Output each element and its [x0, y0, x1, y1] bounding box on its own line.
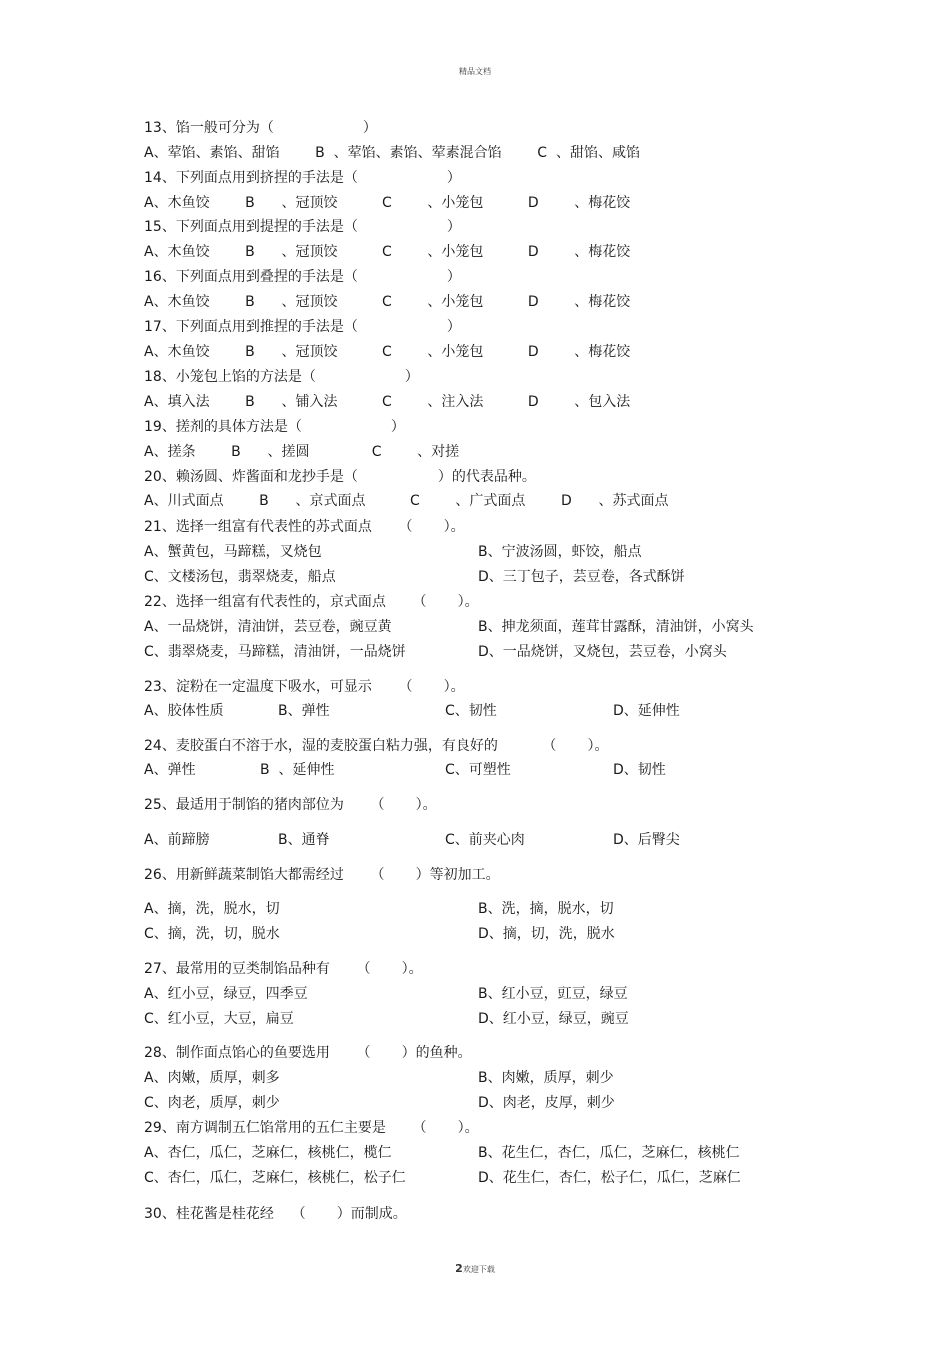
option-27-a: A、红小豆，绿豆，四季豆 [144, 986, 308, 1002]
option-21-b: B、宁波汤圆，虾饺，船点 [478, 544, 642, 560]
option-29-c: C、杏仁，瓜仁，芝麻仁，核桃仁，松子仁 [144, 1170, 406, 1186]
option-22-c: C、翡翠烧麦，马蹄糕，清油饼，一品烧饼 [144, 644, 406, 660]
option-21-a: A、蟹黄包，马蹄糕，叉烧包 [144, 544, 322, 560]
option-27-b: B、红小豆，豇豆，绿豆 [478, 986, 628, 1002]
option-25-c: C、前夹心肉 [445, 832, 525, 848]
option-24-a: A、弹性 [144, 762, 196, 778]
option-22-d: D、一品烧饼，叉烧包，芸豆卷，小窝头 [478, 644, 727, 660]
question-18: 18、小笼包上馅的方法是（ ） [144, 369, 419, 385]
option-24-b: B 、延伸性 [260, 762, 335, 778]
option-29-a: A、杏仁，瓜仁，芝麻仁，核桃仁，榄仁 [144, 1145, 392, 1161]
question-21: 21、选择一组富有代表性的苏式面点 （ ）。 [144, 519, 465, 535]
page-header: 精品文档 [459, 67, 491, 76]
question-30: 30、桂花酱是桂花经 （ ）而制成。 [144, 1206, 407, 1222]
option-26-d: D、摘，切，洗，脱水 [478, 926, 615, 942]
question-16: 16、下列面点用到叠捏的手法是（ ） [144, 269, 461, 285]
option-26-c: C、摘，洗，切，脱水 [144, 926, 280, 942]
question-17: 17、下列面点用到推捏的手法是（ ） [144, 319, 461, 335]
question-19: 19、搓剂的具体方法是（ ） [144, 419, 405, 435]
question-29: 29、南方调制五仁馅常用的五仁主要是 （ ）。 [144, 1120, 479, 1136]
question-13: 13、馅一般可分为（ ） [144, 120, 377, 136]
option-23-a: A、胶体性质 [144, 703, 224, 719]
options-13: A、荤馅、素馅、甜馅 B 、荤馅、素馅、荤素混合馅 C 、甜馅、咸馅 [144, 145, 640, 161]
option-26-b: B、洗，摘，脱水，切 [478, 901, 614, 917]
option-28-d: D、肉老，皮厚，刺少 [478, 1095, 615, 1111]
option-25-a: A、前蹄膀 [144, 832, 210, 848]
option-29-d: D、花生仁，杏仁，松子仁，瓜仁，芝麻仁 [478, 1170, 741, 1186]
options-17: A、木鱼饺 B 、冠顶饺 C 、小笼包 D 、梅花饺 [144, 344, 631, 360]
question-27: 27、最常用的豆类制馅品种有 （ ）。 [144, 961, 423, 977]
question-26: 26、用新鲜蔬菜制馅大都需经过 （ ）等初加工。 [144, 867, 500, 883]
option-22-b: B、抻龙须面，莲茸甘露酥，清油饼，小窝头 [478, 619, 754, 635]
option-23-d: D、延伸性 [613, 703, 680, 719]
option-22-a: A、一品烧饼，清油饼，芸豆卷，豌豆黄 [144, 619, 392, 635]
question-15: 15、下列面点用到提捏的手法是（ ） [144, 219, 461, 235]
option-28-c: C、肉老，质厚，刺少 [144, 1095, 280, 1111]
option-28-a: A、肉嫩，质厚，刺多 [144, 1070, 280, 1086]
options-20: A、川式面点 B 、京式面点 C 、广式面点 D 、苏式面点 [144, 493, 669, 509]
option-26-a: A、摘，洗，脱水，切 [144, 901, 280, 917]
options-14: A、木鱼饺 B 、冠顶饺 C 、小笼包 D 、梅花饺 [144, 195, 631, 211]
question-20: 20、赖汤圆、炸酱面和龙抄手是（ ）的代表品种。 [144, 469, 536, 485]
option-27-c: C、红小豆，大豆，扁豆 [144, 1011, 294, 1027]
option-29-b: B、花生仁，杏仁，瓜仁，芝麻仁，核桃仁 [478, 1145, 740, 1161]
question-25: 25、最适用于制馅的猪肉部位为 （ ）。 [144, 797, 437, 813]
question-28: 28、制作面点馅心的鱼要选用 （ ）的鱼种。 [144, 1045, 472, 1061]
page-number: 2 [455, 1262, 463, 1275]
option-23-c: C、韧性 [445, 703, 497, 719]
footer-text: 欢迎下载 [462, 1265, 495, 1274]
option-21-c: C、文楼汤包，翡翠烧麦，船点 [144, 569, 336, 585]
option-27-d: D、红小豆，绿豆，豌豆 [478, 1011, 629, 1027]
option-24-c: C、可塑性 [445, 762, 511, 778]
option-21-d: D、三丁包子，芸豆卷，各式酥饼 [478, 569, 685, 585]
option-28-b: B、肉嫩，质厚，刺少 [478, 1070, 614, 1086]
option-23-b: B、弹性 [278, 703, 330, 719]
options-18: A、填入法 B 、铺入法 C 、注入法 D 、包入法 [144, 394, 631, 410]
options-19: A、搓条 B 、搓圆 C 、对搓 [144, 444, 460, 460]
question-24: 24、麦胶蛋白不溶于水，湿的麦胶蛋白粘力强，有良好的 （ ）。 [144, 738, 609, 754]
question-23: 23、淀粉在一定温度下吸水，可显示 （ ）。 [144, 679, 465, 695]
question-14: 14、下列面点用到挤捏的手法是（ ） [144, 170, 461, 186]
question-22: 22、选择一组富有代表性的，京式面点 （ ）。 [144, 594, 479, 610]
page-footer [0, 1262, 950, 1275]
option-25-d: D、后臀尖 [613, 832, 680, 848]
options-16: A、木鱼饺 B 、冠顶饺 C 、小笼包 D 、梅花饺 [144, 294, 631, 310]
options-15: A、木鱼饺 B 、冠顶饺 C 、小笼包 D 、梅花饺 [144, 244, 631, 260]
option-25-b: B、通脊 [278, 832, 330, 848]
option-24-d: D、韧性 [613, 762, 666, 778]
